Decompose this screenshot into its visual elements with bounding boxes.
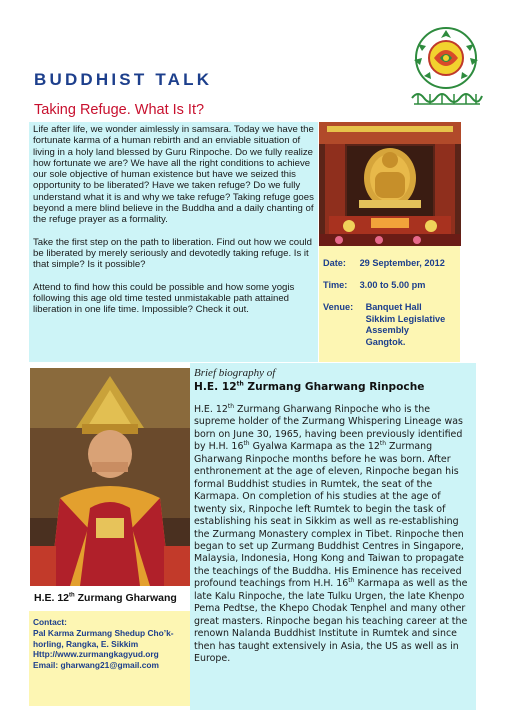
event-time — [323, 280, 425, 290]
venue-lines — [366, 302, 446, 348]
bio-segment: Zurmang Gharwang Rinpoche who is the supreme holder of the Zurmang Whispering Lineage was born on June 30, 1965, having been previously identified by H.H. 16 — [194, 404, 463, 453]
bio-sup: th — [243, 440, 250, 448]
bio-segment: Gyalwa Karmapa as the 12 — [249, 441, 380, 453]
time-label: Time: — [323, 280, 348, 290]
zurmang-emblem-logo — [404, 24, 488, 110]
date-value: 29 September, 2012 — [359, 258, 445, 268]
bio-segment: Zurmang Gharwang Rinpoche months before he was born. After enthronement at the age of eleven, Rinpoche began his formal Buddhist studies in Rumtek, the seat of the Karmapa. On completion of his studies at the age of twenty six, Rinpoche left Rumtek to begin the task of establishing his seat in Sikkim as well as re-establishing the Zurmang Monastery complex in Tibet. Rinpoche then began to set up Zurmang Buddhist Centres in Singapore, Malaysia, Indonesia, Hong Kong and Taiwan to propagate the teachings of the Buddha. His Eminence has received profound teachings from H.H. 16 — [194, 441, 464, 590]
contact-heading: Contact: — [33, 617, 67, 627]
contact-org: Pal Karma Zurmang Shedup Cho’k- — [33, 627, 174, 638]
event-venue — [323, 302, 445, 348]
event-date — [323, 258, 445, 268]
venue-line: Sikkim Legislative — [365, 313, 446, 324]
page-subtitle: Taking Refuge. What Is It? — [34, 102, 205, 118]
venue-line: Assembly — [365, 325, 409, 336]
intro-paragraph-3: Attend to find how this could be possible and how some yogis following this age old time tested unmistakable path attained liberation in one life time. Impossible? Check it out. — [33, 281, 295, 316]
intro-paragraph-1: Life after life, we wonder aimlessly in samsara. Today we have the fortunate karma of a human rebirth and an enviable situation of living in a holy land blessed by Guru Rinpoche. Do we fully realize how fortunate we are? We have all the right conditions to achieve our sole objective of human existence but have we seized this opportunity to be liberated? Have we taken refuge? Do we fully understand what it is and why we take refuge? Taking refuge goes beyond a mere blind believe in the Buddha and a daily chanting of the refuge prayer as a formality. — [33, 124, 314, 226]
time-value: 3.00 to 5.00 pm — [359, 280, 426, 290]
bio-title-pre: H.E. 12 — [194, 381, 237, 393]
bio-text — [194, 404, 473, 666]
bio-sup: th — [379, 440, 387, 448]
bio-sup: th — [348, 577, 355, 585]
rinpoche-portrait-photo — [30, 368, 190, 586]
venue-label: Venue: — [323, 302, 354, 312]
caption-post: Zurmang Gharwang — [74, 592, 177, 604]
contact-info — [33, 617, 174, 671]
venue-line: Banquet Hall — [365, 302, 422, 312]
bio-title — [194, 381, 424, 393]
bio-title-sup: th — [236, 380, 244, 388]
temple-buddha-photo — [319, 122, 461, 246]
page-title: BUDDHIST TALK — [34, 70, 213, 89]
venue-line: Gangtok. — [365, 336, 406, 347]
bio-segment: Karmapa as well as the late Kalu Rinpoche, the late Tulku Urgen, the late Khenpo Pema Pedtse, the Khepo Chodak Tenphel and many other great masters. Rinpoche began his teaching career at the renown Nalanda Buddhist Institute in Rumtek and since then has taught extensively in Asia, the US as well as in Europe. — [194, 578, 468, 665]
contact-address: horling, Rangka, E. Sikkim — [33, 638, 139, 649]
bio-kicker: Brief biography of — [194, 367, 276, 379]
intro-text — [33, 124, 319, 326]
bio-sup: th — [227, 402, 235, 410]
bio-title-post: Zurmang Gharwang Rinpoche — [243, 381, 425, 393]
portrait-caption — [34, 592, 177, 604]
caption-pre: H.E. 12 — [34, 592, 70, 604]
bio-segment: H.E. 12 — [194, 404, 228, 415]
contact-email-link[interactable]: Email: gharwang21@gmail.com — [33, 660, 159, 671]
date-label: Date: — [323, 258, 346, 268]
contact-website-link[interactable]: Http://www.zurmangkagyud.org — [33, 649, 159, 660]
intro-paragraph-2: Take the first step on the path to liberation. Find out how we could be liberated by merely seriously and devotedly taking refuge. Is it that simple? Is it possible? — [33, 236, 312, 271]
caption-sup: th — [69, 592, 75, 599]
